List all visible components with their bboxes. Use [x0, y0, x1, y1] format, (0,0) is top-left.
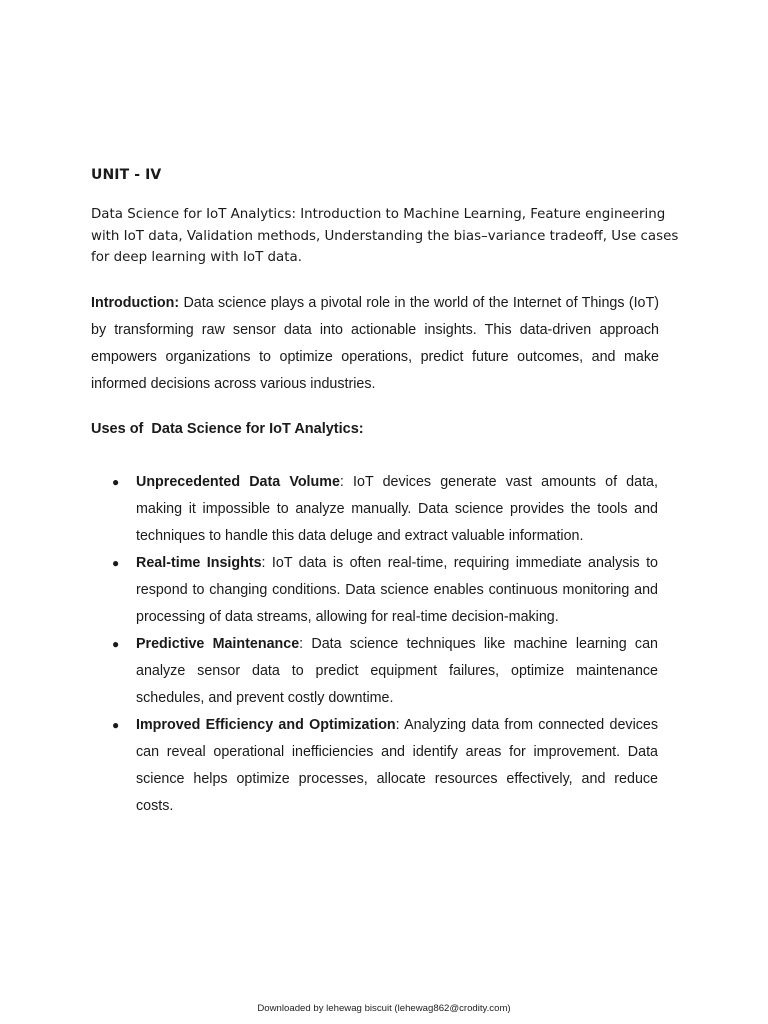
uses-heading: Uses of Data Science for IoT Analytics: — [91, 421, 364, 437]
introduction-label: Introduction: — [91, 295, 180, 311]
syllabus-text: Data Science for IoT Analytics: Introduction to Machine Learning, Feature engineering with IoT data, Validation methods, Understanding the bias–variance tradeoff, Use cases for deep learning with IoT data. — [91, 207, 679, 265]
list-item — [112, 469, 658, 550]
bullet-icon: ● — [112, 475, 120, 489]
list-item-term: Improved Efficiency and Optimization — [136, 717, 396, 733]
bullet-icon: ● — [112, 718, 120, 732]
unit-title: UNIT - IV — [91, 167, 162, 183]
list-item — [112, 550, 658, 631]
list-item-term: Predictive Maintenance — [136, 636, 300, 652]
list-item-term: Unprecedented Data Volume — [136, 474, 340, 490]
download-footer: Downloaded by lehewag biscuit (lehewag862@crodity.com) — [257, 1003, 511, 1014]
list-item-text: : IoT data is often real-time, requiring immediate analysis to respond to changing conditions. Data science enables continuous monitoring and processing of data streams, allowing for real-time decision-making. — [136, 555, 658, 625]
uses-list — [112, 469, 658, 820]
list-item — [112, 631, 658, 712]
bullet-icon: ● — [112, 637, 120, 651]
list-item-text: : Data science techniques like machine learning can analyze sensor data to predict equipment failures, optimize maintenance schedules, and prevent costly downtime. — [136, 636, 658, 706]
bullet-icon: ● — [112, 556, 120, 570]
introduction-text: Data science plays a pivotal role in the world of the Internet of Things (IoT) by transforming raw sensor data into actionable insights. This data-driven approach empowers organizations to optimize operations, predict future outcomes, and make informed decisions across various industries. — [91, 295, 659, 392]
list-item-text: : IoT devices generate vast amounts of data, making it impossible to analyze manually. Data science provides the tools and techniques to handle this data deluge and extract valuable information. — [136, 474, 658, 544]
list-item-term: Real-time Insights — [136, 555, 262, 571]
list-item-text: : Analyzing data from connected devices can reveal operational inefficiencies and identify areas for improvement. Data science helps optimize processes, allocate resources effectively, and reduce costs. — [136, 717, 658, 814]
list-item — [112, 712, 658, 820]
introduction-paragraph — [91, 290, 659, 398]
